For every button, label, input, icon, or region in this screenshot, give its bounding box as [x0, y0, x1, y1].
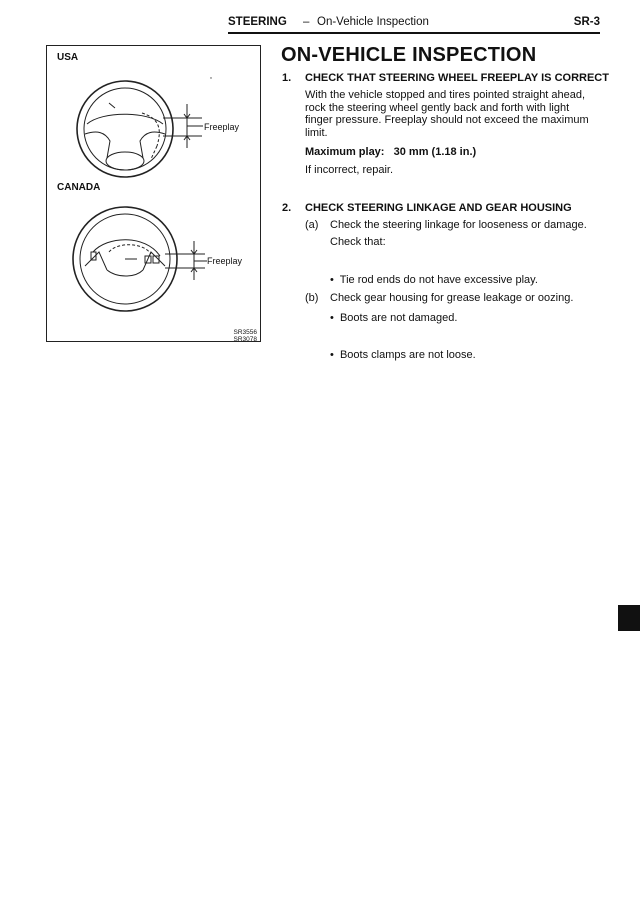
substep-a-text: Check the steering linkage for looseness or damage.	[330, 219, 587, 231]
step2-heading: CHECK STEERING LINKAGE AND GEAR HOUSING	[305, 202, 572, 214]
bullet-item: • Tie rod ends do not have excessive play.	[330, 274, 538, 286]
step2-number: 2.	[282, 202, 292, 214]
bullet-item: • Boots are not damaged.	[330, 311, 458, 324]
figure-codes	[234, 329, 258, 343]
figure-code-2: SR3078	[233, 336, 257, 343]
figure-code-1: SR3556	[233, 329, 257, 336]
step1-line: limit.	[305, 126, 328, 139]
header-rule	[228, 32, 600, 34]
substep-a-letter: (a)	[305, 219, 319, 231]
steering-wheel-figure	[46, 45, 261, 342]
page-title: ON-VEHICLE INSPECTION	[281, 44, 537, 66]
usa-freeplay-label: Freeplay	[204, 122, 240, 132]
step1-body	[305, 89, 601, 139]
step1-line: With the vehicle stopped and tires pointed straight ahead,	[305, 89, 586, 101]
step1-heading: CHECK THAT STEERING WHEEL FREEPLAY IS CORRECT	[305, 72, 609, 84]
section-thumb-tab	[618, 605, 640, 631]
maximum-play-spec: Maximum play: 30 mm (1.18 in.)	[305, 146, 477, 158]
substep-b-text: Check gear housing for grease leakage or oozing.	[330, 292, 574, 304]
bullet-list	[330, 249, 538, 374]
step1-number: 1.	[282, 72, 292, 84]
step1-line: rock the steering wheel gently back and forth with light	[305, 101, 570, 114]
if-incorrect-note: If incorrect, repair.	[305, 164, 394, 176]
step1-line: finger pressure. Freeplay should not exceed the maximum	[305, 114, 589, 126]
header-dash: –	[303, 16, 310, 28]
substep-b-letter: (b)	[305, 292, 319, 304]
header-section: STEERING	[228, 16, 287, 28]
check-that-label: Check that:	[330, 236, 386, 248]
canada-label: CANADA	[57, 182, 101, 193]
bullet-item: • Boots clamps are not loose.	[330, 349, 476, 361]
usa-label: USA	[57, 52, 79, 63]
usa-steering-wheel-illustration	[47, 46, 260, 341]
page-number: SR-3	[573, 16, 600, 28]
header-subtitle: On-Vehicle Inspection	[317, 16, 429, 28]
canada-freeplay-label: Freeplay	[207, 256, 243, 266]
running-header	[228, 16, 600, 32]
